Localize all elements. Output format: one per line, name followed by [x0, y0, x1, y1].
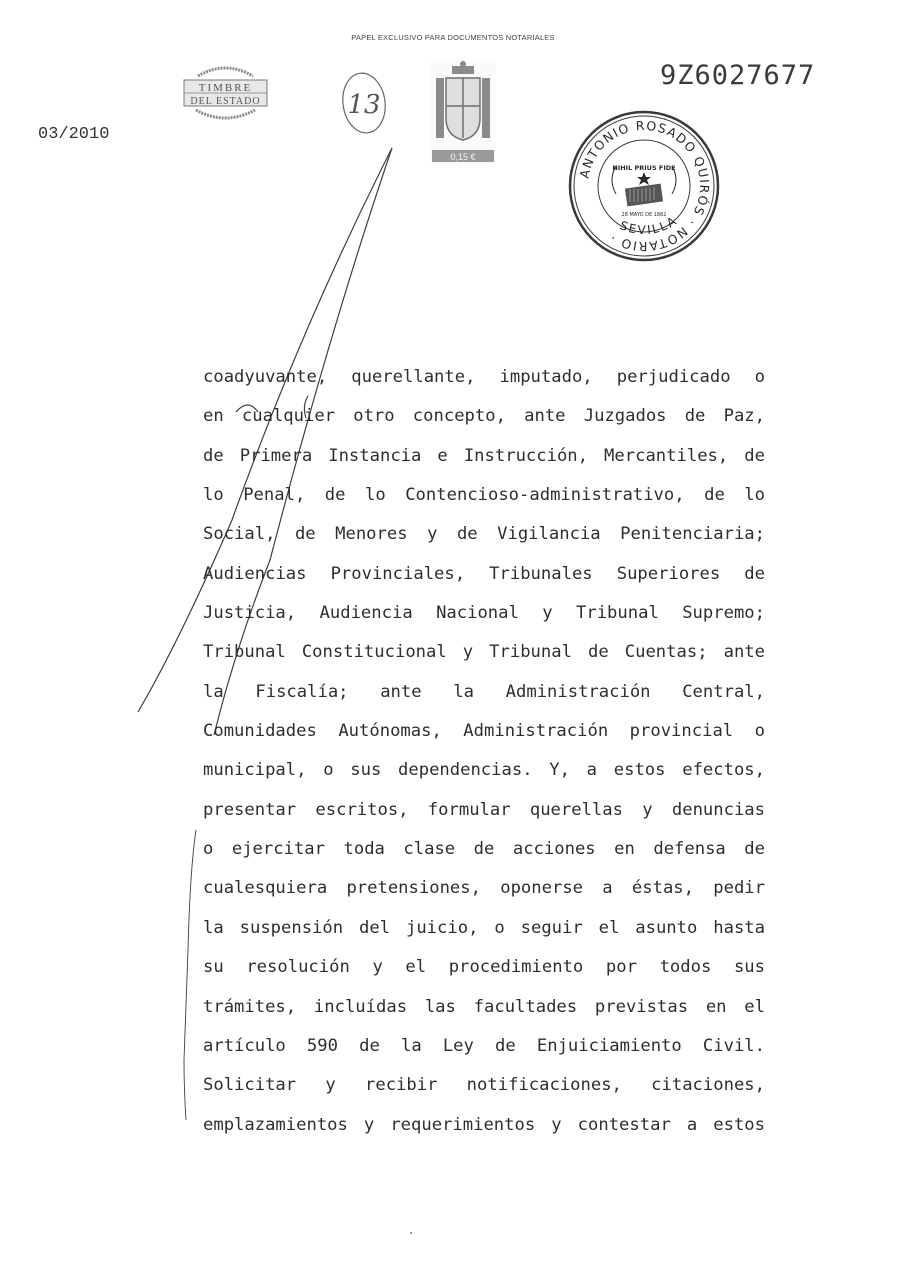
- body-line: la Fiscalía; ante la Administración Central,: [203, 681, 765, 702]
- seal-city: SEVILLA: [617, 213, 681, 238]
- timbre-line1: TIMBRE: [198, 82, 253, 94]
- body-line: artículo 590 de la Ley de Enjuiciamiento Civil.: [203, 1035, 765, 1056]
- body-line: Tribunal Constitucional y Tribunal de Cuentas; ante: [203, 642, 765, 663]
- body-line: Comunidades Autónomas, Administración provincial o: [203, 721, 765, 742]
- seal-motto: NIHIL PRIUS FIDE: [612, 164, 676, 172]
- timbre-line2: DEL ESTADO: [190, 96, 261, 107]
- handwritten-page-number: [338, 68, 390, 138]
- body-line: Audiencias Provinciales, Tribunales Superiores de: [203, 563, 765, 584]
- notary-seal: [568, 110, 720, 262]
- body-line: lo Penal, de lo Contencioso-administrativo, de lo: [203, 485, 765, 506]
- seal-outer-text: ANTONIO ROSADO QUIRÓS · NOTARIO ·: [576, 117, 713, 255]
- date-code: 03/2010: [38, 125, 110, 144]
- body-line: Solicitar y recibir notificaciones, citaciones,: [203, 1075, 765, 1096]
- coat-of-arms-stamp: [428, 58, 498, 166]
- arms-value: 0,15 €: [450, 152, 476, 162]
- serial-number: 9Z6027677: [660, 60, 816, 91]
- handwritten-number-text: 13: [347, 90, 381, 120]
- body-line: Social, de Menores y de Vigilancia Penitenciaria;: [203, 524, 765, 545]
- body-line: en cualquier otro concepto, ante Juzgados de Paz,: [203, 406, 765, 427]
- body-line: Justicia, Audiencia Nacional y Tribunal Supremo;: [203, 603, 765, 624]
- body-line: cualesquiera pretensiones, oponerse a éstas, pedir: [203, 878, 765, 899]
- body-line: coadyuvante, querellante, imputado, perjudicado o: [203, 367, 765, 387]
- body-line: su resolución y el procedimiento por todos sus: [203, 957, 765, 978]
- seal-banner: 28 MAYO DE 1862: [621, 212, 667, 218]
- timbre-stamp: [178, 62, 273, 124]
- body-line: emplazamientos y requerimientos y contestar a estos: [203, 1114, 765, 1135]
- page-mark: [410, 1232, 412, 1234]
- body-line: trámites, incluídas las facultades previstas en el: [203, 996, 765, 1017]
- body-line: o ejercitar toda clase de acciones en defensa de: [203, 839, 765, 860]
- document-body: [203, 358, 765, 1145]
- body-line: la suspensión del juicio, o seguir el asunto hasta: [203, 917, 765, 938]
- body-line: municipal, o sus dependencias. Y, a estos efectos,: [203, 760, 765, 781]
- paper-header-note: PAPEL EXCLUSIVO PARA DOCUMENTOS NOTARIALES: [351, 33, 555, 42]
- body-line: de Primera Instancia e Instrucción, Mercantiles, de: [203, 445, 765, 466]
- body-line: presentar escritos, formular querellas y denuncias: [203, 799, 765, 820]
